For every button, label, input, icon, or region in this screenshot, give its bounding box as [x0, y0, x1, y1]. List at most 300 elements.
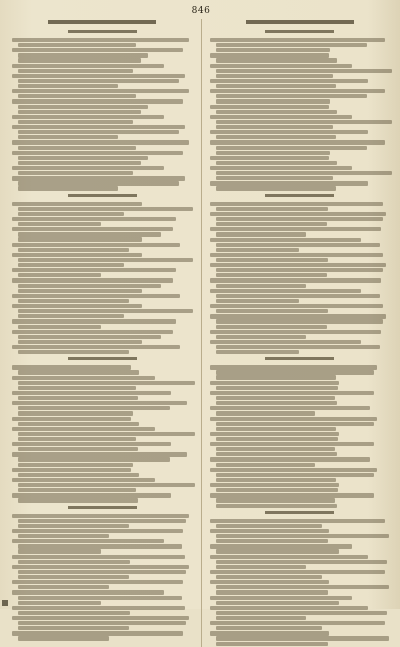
section-header [12, 30, 193, 36]
entry-text-line [18, 207, 193, 211]
entry-text-line [216, 611, 387, 615]
entry-text-line [216, 375, 336, 379]
entry-text-line [12, 529, 183, 533]
entry-text-line [210, 330, 381, 334]
entry-text-line [12, 243, 180, 247]
entry-text-line [12, 555, 185, 559]
left-column [12, 19, 193, 647]
entry-text-line [18, 437, 136, 441]
entry-text-line [210, 212, 387, 216]
list-item [210, 166, 391, 180]
entry-text-line [210, 130, 369, 134]
entry-text-line [18, 406, 170, 410]
list-item [12, 74, 193, 88]
entry-text-line [18, 411, 133, 415]
entry-text-line [12, 631, 183, 635]
list-item [12, 319, 193, 328]
entry-text-line [216, 534, 389, 538]
entry-text-line [216, 135, 336, 139]
entry-text-line [18, 263, 124, 267]
entry-text-line [18, 544, 182, 548]
entry-text-line [210, 64, 353, 68]
entry-text-line [18, 53, 148, 57]
entry-text-line [18, 350, 129, 354]
entry-text-line [216, 186, 336, 190]
entry-text-line [12, 278, 173, 282]
entry-text-line [12, 565, 189, 569]
entry-text-line [12, 294, 180, 298]
entry-text-line [18, 636, 109, 640]
entry-text-line [210, 596, 353, 600]
entry-text-line [216, 642, 328, 646]
entry-text-line [12, 606, 185, 610]
list-item [210, 181, 391, 190]
entry-text-line [216, 585, 389, 589]
entry-text-line [216, 437, 339, 441]
list-item [210, 238, 391, 252]
entry-text-line [12, 99, 183, 103]
entry-text-line [210, 519, 385, 523]
entry-text-line [210, 79, 369, 83]
entry-text-line [18, 69, 133, 73]
list-item [210, 289, 391, 303]
list-item [12, 529, 193, 538]
entry-text-line [216, 268, 384, 272]
entry-text-line [216, 222, 327, 226]
list-item [210, 621, 391, 630]
section-header [12, 357, 193, 363]
entry-text-line [18, 156, 148, 160]
section-header-text [265, 357, 334, 360]
entry-text-line [18, 284, 161, 288]
section-header [12, 194, 193, 200]
entry-text-line [216, 273, 327, 277]
section-header-text [68, 506, 137, 509]
entry-text-line [216, 69, 393, 73]
entry-text-line [12, 268, 176, 272]
list-item [210, 432, 391, 441]
list-item [210, 212, 391, 226]
entry-text-line [216, 427, 336, 431]
entry-text-line [216, 94, 368, 98]
entry-text-line [18, 94, 136, 98]
entry-text-line [216, 248, 299, 252]
entry-text-line [18, 473, 139, 477]
entry-text-line [12, 319, 176, 323]
list-item [12, 580, 193, 589]
list-item [12, 176, 193, 190]
entry-text-line [216, 452, 337, 456]
entry-text-line [12, 580, 183, 584]
entry-text-line [216, 616, 307, 620]
entry-text-line [18, 524, 129, 528]
entry-text-line [210, 53, 329, 57]
entry-text-line [216, 207, 328, 211]
entry-text-line [12, 125, 185, 129]
list-item [12, 565, 193, 579]
list-item [210, 519, 391, 528]
entry-text-line [216, 601, 340, 605]
entry-text-line [18, 340, 142, 344]
list-item [12, 125, 193, 139]
entry-text-line [216, 539, 328, 543]
entry-text-line [216, 319, 384, 323]
entry-text-line [216, 146, 368, 150]
entry-text-line [210, 381, 340, 385]
entry-text-line [12, 442, 171, 446]
entry-text-line [18, 248, 129, 252]
entry-text-line [18, 135, 118, 139]
entry-text-line [18, 289, 142, 293]
entry-text-line [210, 314, 387, 318]
list-item [210, 156, 391, 165]
entry-text-line [18, 258, 193, 262]
entry-text-line [210, 304, 383, 308]
entry-text-line [210, 432, 340, 436]
list-item [12, 151, 193, 165]
section-header [12, 506, 193, 512]
section-header [210, 194, 391, 200]
list-item [210, 38, 391, 52]
list-item [12, 304, 193, 318]
entry-text-line [18, 498, 138, 502]
entry-text-line [210, 202, 383, 206]
list-item [210, 406, 391, 415]
entry-text-line [18, 422, 139, 426]
entry-text-line [18, 483, 195, 487]
entry-text-line [18, 105, 148, 109]
entry-text-line [216, 498, 335, 502]
entry-text-line [12, 217, 176, 221]
entry-text-line [210, 166, 353, 170]
list-item [12, 140, 193, 149]
list-item [210, 580, 391, 594]
list-item [210, 365, 391, 379]
entry-text-line [18, 463, 133, 467]
entry-text-line [216, 284, 307, 288]
entry-text-line [12, 539, 164, 543]
list-item [12, 391, 193, 400]
entry-text-line [210, 227, 381, 231]
entry-text-line [12, 452, 187, 456]
list-item [12, 330, 193, 344]
list-item [12, 115, 193, 124]
entry-text-line [12, 427, 155, 431]
entry-text-line [12, 115, 164, 119]
section-header [210, 30, 391, 36]
entry-text-line [210, 115, 353, 119]
list-item [12, 468, 193, 477]
list-item [210, 202, 391, 211]
list-item [210, 340, 391, 354]
list-item [210, 330, 391, 339]
entry-text-line [18, 186, 118, 190]
entry-text-line [18, 58, 141, 62]
entry-text-line [12, 514, 189, 518]
entry-text-line [18, 43, 136, 47]
entry-text-line [210, 529, 329, 533]
entry-text-line [216, 84, 336, 88]
list-item [210, 417, 391, 431]
entry-text-line [216, 151, 331, 155]
entry-text-line [210, 140, 385, 144]
list-item [12, 202, 193, 216]
list-item [12, 38, 193, 47]
list-item [12, 417, 193, 426]
entry-text-line [210, 263, 387, 267]
entry-text-line [12, 376, 155, 380]
entry-text-line [216, 48, 331, 52]
section-header-text [68, 30, 137, 33]
entry-text-line [210, 606, 369, 610]
list-item [210, 493, 391, 507]
entry-text-line [216, 161, 337, 165]
list-item [12, 539, 193, 553]
entry-text-line [210, 555, 369, 559]
entry-text-line [18, 386, 136, 390]
list-item [12, 376, 193, 390]
list-item [210, 140, 391, 154]
entry-text-line [216, 575, 322, 579]
list-item [12, 278, 193, 292]
list-item [210, 381, 391, 390]
section-header-text [68, 194, 137, 197]
entry-text-line [12, 151, 183, 155]
entry-text-line [12, 176, 185, 180]
list-item [12, 217, 193, 226]
entry-text-line [18, 309, 193, 313]
entry-text-line [216, 422, 375, 426]
list-item [12, 48, 193, 62]
list-item [12, 365, 193, 374]
entry-text-line [12, 48, 183, 52]
entry-text-line [18, 621, 186, 625]
entry-text-line [18, 130, 179, 134]
entry-text-line [18, 181, 179, 185]
entry-text-line [216, 43, 368, 47]
entry-text-line [210, 417, 378, 421]
section-header-text [68, 357, 137, 360]
entry-text-line [12, 202, 142, 206]
entry-text-line [210, 156, 329, 160]
entry-text-line [210, 631, 329, 635]
section-header-text [265, 30, 334, 33]
list-item [12, 514, 193, 528]
entry-text-line [12, 616, 189, 620]
entry-text-line [210, 105, 329, 109]
entry-text-line [216, 110, 337, 114]
list-item [12, 493, 193, 502]
entry-text-line [216, 299, 299, 303]
list-item [210, 468, 391, 482]
entry-text-line [216, 243, 380, 247]
list-item [12, 268, 193, 277]
entry-text-line [216, 396, 335, 400]
entry-text-line [18, 534, 109, 538]
entry-text-line [18, 335, 161, 339]
entry-text-line [216, 488, 339, 492]
entry-text-line [216, 58, 337, 62]
entry-text-line [216, 350, 299, 354]
list-item [12, 478, 193, 492]
list-item [210, 278, 391, 287]
entry-text-line [216, 258, 328, 262]
entry-text-line [216, 401, 337, 405]
entry-text-line [210, 89, 385, 93]
entry-text-line [210, 406, 371, 410]
entry-text-line [12, 478, 155, 482]
entry-text-line [210, 468, 378, 472]
list-item [210, 227, 391, 236]
entry-text-line [216, 370, 375, 374]
entry-text-line [210, 442, 374, 446]
list-item [12, 616, 193, 630]
entry-text-line [216, 217, 384, 221]
list-item [210, 263, 391, 277]
list-item [210, 253, 391, 262]
entry-text-line [18, 171, 133, 175]
entry-text-line [12, 401, 187, 405]
entry-text-line [216, 411, 316, 415]
entry-text-line [18, 585, 109, 589]
list-item [12, 452, 193, 466]
list-item [210, 570, 391, 579]
entry-text-line [18, 519, 186, 523]
entry-text-line [18, 161, 141, 165]
list-item [210, 457, 391, 466]
entry-text-line [216, 125, 334, 129]
entry-text-line [216, 176, 334, 180]
entry-text-line [18, 79, 179, 83]
entry-text-line [12, 74, 185, 78]
list-item [210, 64, 391, 78]
list-item [12, 89, 193, 98]
entry-text-line [216, 590, 328, 594]
entry-text-line [216, 99, 331, 103]
entry-text-line [12, 64, 164, 68]
column-title [12, 20, 193, 27]
entry-text-line [12, 391, 171, 395]
list-item [210, 555, 391, 569]
entry-text-line [12, 89, 189, 93]
page-number: 846 [191, 6, 211, 16]
entry-text-line [210, 457, 371, 461]
entry-text-line [12, 365, 131, 369]
entry-text-line [216, 447, 335, 451]
list-item [210, 606, 391, 620]
list-item [210, 529, 391, 543]
list-item [210, 631, 391, 645]
entry-text-line [210, 278, 381, 282]
list-item [210, 391, 391, 405]
list-item [12, 166, 193, 175]
entry-text-line [216, 171, 393, 175]
column-title-text [246, 20, 354, 24]
list-item [210, 105, 391, 114]
entry-text-line [18, 273, 101, 277]
entry-text-line [12, 38, 189, 42]
entry-text-line [18, 237, 142, 241]
column-title-text [48, 20, 156, 24]
entry-text-line [18, 570, 186, 574]
list-item [210, 130, 391, 139]
entry-text-line [18, 575, 129, 579]
entry-text-line [216, 549, 340, 553]
list-item [12, 294, 193, 303]
entry-text-line [216, 309, 328, 313]
list-item [12, 442, 193, 451]
entry-text-line [216, 294, 380, 298]
entry-text-line [18, 299, 129, 303]
list-item [12, 555, 193, 564]
list-item [12, 631, 193, 640]
list-item [210, 115, 391, 129]
list-item [210, 544, 391, 553]
entry-text-line [12, 590, 164, 594]
entry-text-line [12, 330, 173, 334]
entry-text-line [210, 570, 385, 574]
entry-text-line [216, 325, 327, 329]
section-header-text [265, 511, 334, 514]
list-item [210, 314, 391, 328]
entry-text-line [210, 340, 362, 344]
entry-text-line [12, 227, 173, 231]
entry-text-line [12, 253, 142, 257]
list-item [12, 64, 193, 73]
library-watermark [2, 600, 64, 606]
list-item [210, 442, 391, 456]
entry-text-line [210, 238, 362, 242]
list-item [210, 89, 391, 103]
entry-text-line [18, 432, 195, 436]
list-item [12, 243, 193, 252]
entry-text-line [216, 636, 389, 640]
entry-text-line [216, 386, 339, 390]
list-item [12, 253, 193, 267]
entry-text-line [210, 621, 385, 625]
entry-text-line [216, 120, 393, 124]
entry-text-line [216, 473, 375, 477]
entry-text-line [210, 253, 383, 257]
list-item [210, 483, 391, 492]
entry-text-line [18, 560, 130, 564]
entry-text-line [18, 549, 101, 553]
entry-text-line [18, 488, 136, 492]
right-column [210, 19, 391, 647]
entry-text-line [210, 38, 385, 42]
entry-text-line [12, 468, 131, 472]
entry-text-line [18, 110, 141, 114]
entry-text-line [210, 493, 374, 497]
entry-text-line [210, 365, 378, 369]
section-header [210, 357, 391, 363]
entry-text-line [18, 370, 139, 374]
column-divider [201, 19, 202, 647]
entry-text-line [12, 493, 171, 497]
entry-text-line [18, 396, 138, 400]
entry-text-line [18, 447, 138, 451]
entry-text-line [12, 166, 164, 170]
entry-text-line [210, 391, 374, 395]
entry-text-line [18, 120, 133, 124]
entry-text-line [210, 580, 329, 584]
entry-text-line [216, 478, 336, 482]
entry-text-line [12, 345, 180, 349]
entry-text-line [18, 146, 136, 150]
entry-text-line [210, 544, 353, 548]
entry-text-line [18, 457, 170, 461]
library-logo-icon [2, 600, 8, 606]
